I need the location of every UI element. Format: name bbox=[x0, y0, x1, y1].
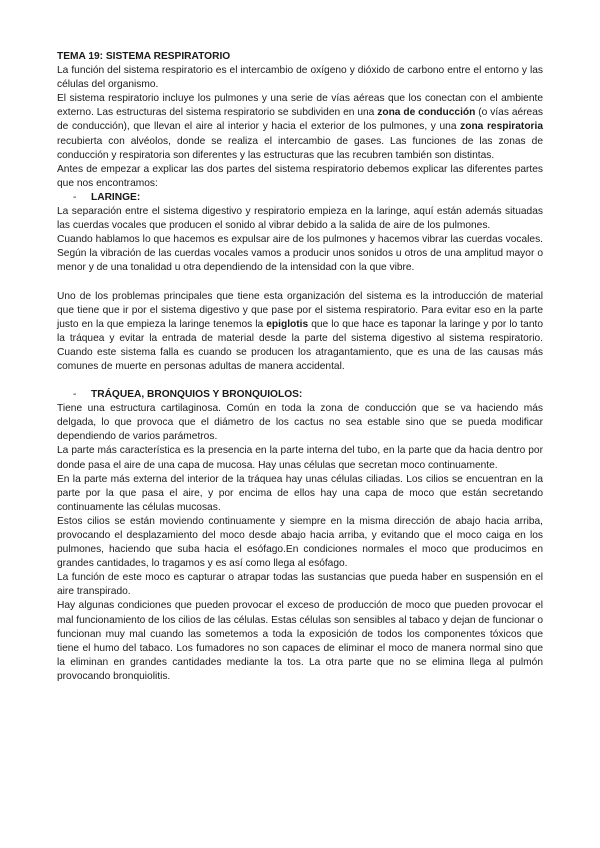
section-heading-traquea-label: TRÁQUEA, BRONQUIOS Y BRONQUIOLOS: bbox=[91, 389, 303, 401]
document-page bbox=[57, 50, 543, 684]
section-heading-laringe-label: LARINGE: bbox=[91, 191, 141, 203]
laringe-paragraph-3: Uno de los problemas principales que tiene esta organización del sistema es la introducción de material que tiene que ir por el sistema digestivo y que pase por el sistema respiratorio. Para evitar eso en la parte justo en la que empieza la laringe tenemos la epiglotis que lo que hace es taponar la laringe y por lo tanto la tráquea y evitar la entrada de material desde la parte del sistema digestivo al sistema respiratorio. Cuando este sistema falla es cuando se producen los atragantamiento, que es una de las causas más comunes de muerte en personas adultas de manera accidental. bbox=[57, 290, 543, 372]
traquea-paragraph-5: La función de este moco es capturar o atrapar todas las sustancias que pueda haber en suspensión en el aire transpirado. bbox=[57, 572, 543, 598]
traquea-paragraph-3: En la parte más externa del interior de la tráquea hay unas células ciliadas. Los cilios se encuentran en la parte por la que pasa el aire, y por encima de ellos hay una capa de moco que están secretando continuamente las células mucosas. bbox=[57, 473, 543, 513]
term-epiglotis: epiglotis bbox=[266, 318, 309, 330]
intro-paragraph-3: Antes de empezar a explicar las dos partes del sistema respiratorio debemos explicar las diferentes partes que nos encontramos: bbox=[57, 163, 543, 189]
intro-paragraph-2: El sistema respiratorio incluye los pulmones y una serie de vías aéreas que los conectan con el ambiente externo. Las estructuras del sistema respiratorio se subdividen en una zona de conducción (o vías aéreas de conducción), que llevan el aire al interior y hacia el exterior de los pulmones, y una zona respiratoria recubierta con alvéolos, donde se realiza el intercambio de gases. Las funciones de las zonas de conducción y respiratoria son diferentes y las estructuras que las recubren también son distintas. bbox=[57, 93, 544, 161]
traquea-paragraph-6: Hay algunas condiciones que pueden provocar el exceso de producción de moco que pueden provocar el mal funcionamiento de los cilios de las células. Estas células son sensibles al tabaco y dejan de funcionar o funcionan muy mal cuando las sometemos a toda la exposición de todos los componentes tóxicos que tiene el humo del tabaco. Los fumadores no son capaces de eliminar el moco de manera normal sino que la eliminan en grandes cantidades mediante la tos. La otra parte que no se elimina llega al pulmón provocando bronquiolitis. bbox=[57, 600, 543, 682]
paragraph-spacer bbox=[57, 276, 543, 290]
section-heading-traquea bbox=[57, 388, 543, 402]
laringe-paragraph-2: Cuando hablamos lo que hacemos es expulsar aire de los pulmones y hacemos vibrar las cuerdas vocales. Según la vibración de las cuerdas vocales vamos a producir unos sonidos u otros de una amplitud mayor o menor y de una tonalidad u otra dependiendo de la intensidad con la que vibre. bbox=[57, 234, 543, 274]
traquea-paragraph-1: Tiene una estructura cartilaginosa. Común en toda la zona de conducción que se va haciendo más delgada, lo que provoca que el diámetro de los cactus no sea estable sino que se pueda modificar dependiendo de varios parámetros. bbox=[57, 403, 543, 443]
traquea-paragraph-4: Estos cilios se están moviendo continuamente y siempre en la misma dirección de abajo hacia arriba, provocando el desplazamiento del moco desde abajo hacia arriba, y evitando que el moco caiga en los pulmones, haciendo que suba hacia el esófago.En condiciones normales el moco que producimos en grandes cantidades, lo tragamos y es así como llega al esófago. bbox=[57, 515, 543, 570]
bullet-dash: - bbox=[73, 191, 77, 203]
bullet-dash: - bbox=[73, 389, 77, 401]
laringe-paragraph-1: La separación entre el sistema digestivo y respiratorio empieza en la laringe, aquí están además situadas las cuerdas vocales que producen el sonido al vibrar debido a la salida de aire de los pulmones. bbox=[57, 206, 543, 232]
traquea-paragraph-2: La parte más característica es la presencia en la parte interna del tubo, en la parte que da hacia dentro por donde pasa el aire de una capa de mucosa. Hay unas células que secretan moco continuamente. bbox=[57, 445, 543, 471]
section-heading-laringe bbox=[57, 191, 543, 205]
term-zona-respiratoria: zona respiratoria bbox=[460, 121, 544, 133]
document-title: TEMA 19: SISTEMA RESPIRATORIO bbox=[57, 51, 231, 62]
intro-paragraph-1: La función del sistema respiratorio es el intercambio de oxígeno y dióxido de carbono entre el entorno y las células del organismo. bbox=[57, 65, 543, 91]
paragraph-spacer bbox=[57, 374, 543, 388]
term-zona-conduccion: zona de conducción bbox=[377, 107, 476, 119]
